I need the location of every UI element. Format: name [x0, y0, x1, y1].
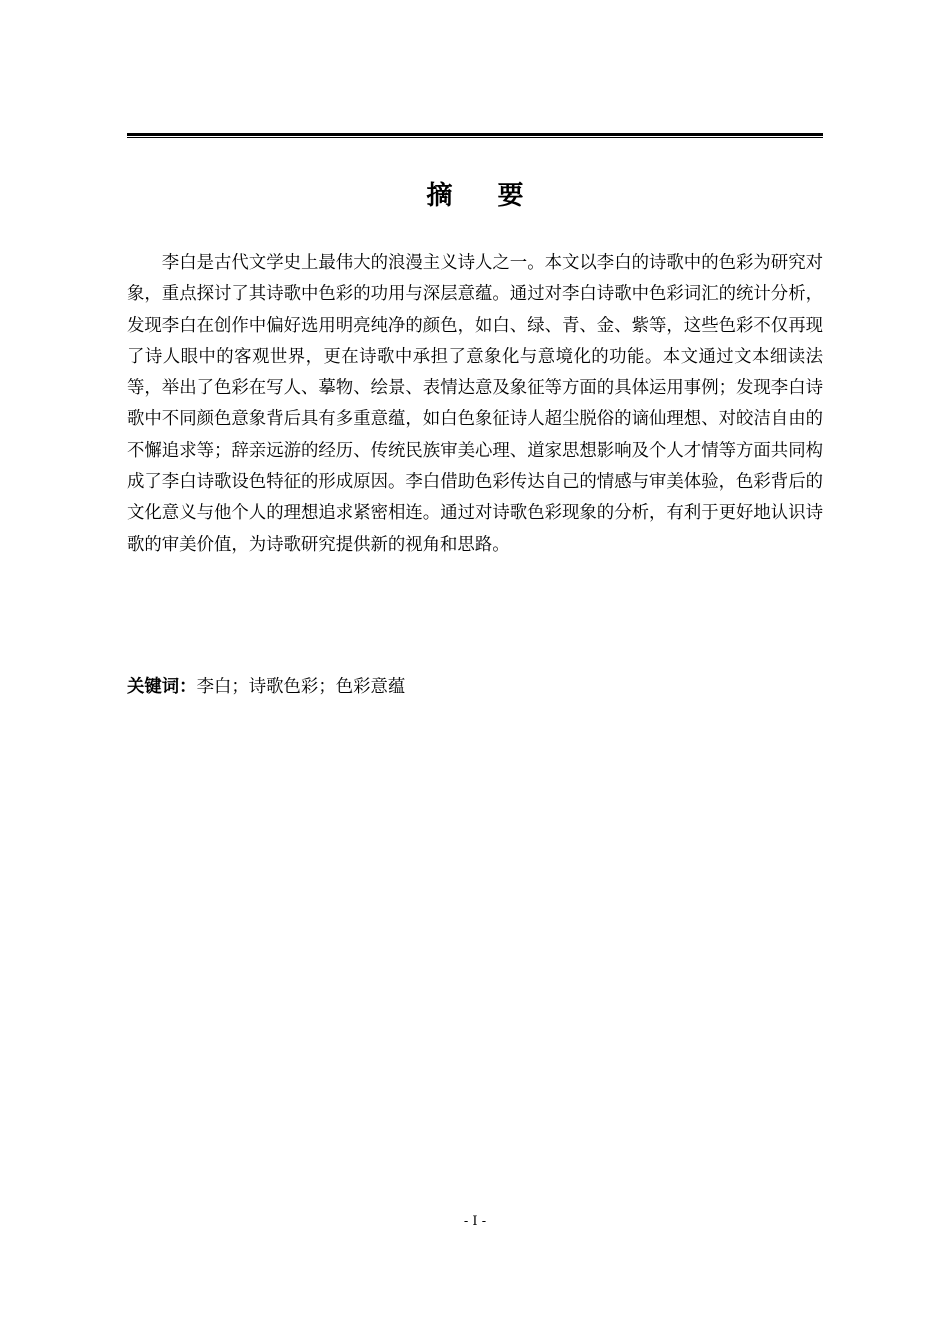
keywords-value: 李白；诗歌色彩；色彩意蕴 — [196, 677, 406, 697]
abstract-body: 李白是古代文学史上最伟大的浪漫主义诗人之一。本文以李白的诗歌中的色彩为研究对象，重点探讨了其诗歌中色彩的功用与深层意蕴。通过对李白诗歌中色彩词汇的统计分析，发现李白在创作中偏好选用明亮纯净的颜色，如白、绿、青、金、紫等，这些色彩不仅再现了诗人眼中的客观世界，更在诗歌中承担了意象化与意境化的功能。本文通过文本细读法等，举出了色彩在写人、摹物、绘景、表情达意及象征等方面的具体运用事例；发现李白诗歌中不同颜色意象背后具有多重意蕴，如白色象征诗人超尘脱俗的谪仙理想、对皎洁自由的不懈追求等；辞亲远游的经历、传统民族审美心理、道家思想影响及个人才情等方面共同构成了李白诗歌设色特征的形成原因。李白借助色彩传达自己的情感与审美体验，色彩背后的文化意义与他个人的理想追求紧密相连。通过对诗歌色彩现象的分析，有利于更好地认识诗歌的审美价值，为诗歌研究提供新的视角和思路。 — [127, 253, 823, 555]
header-rule — [127, 133, 823, 138]
keywords-line — [127, 672, 823, 703]
header-rule-thin — [127, 137, 823, 138]
page-number: - I - — [463, 1214, 487, 1229]
abstract-title: 摘 要 — [426, 181, 542, 211]
keywords-label: 关键词： — [127, 677, 197, 697]
header-rule-thick — [127, 133, 823, 136]
